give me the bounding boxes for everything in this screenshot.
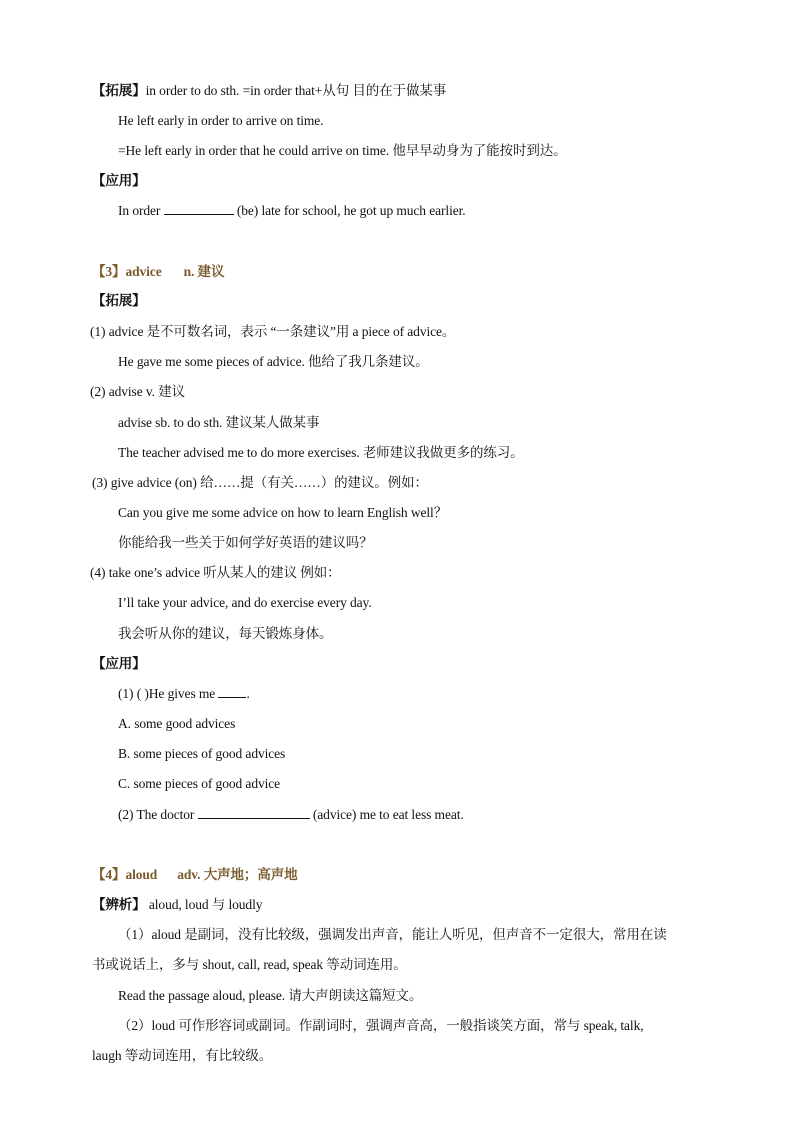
bianxi-heading: 【辨析】 bbox=[92, 897, 146, 912]
point-2: (2) advise v. 建议 bbox=[90, 384, 186, 399]
question-2 bbox=[118, 806, 464, 824]
example-translation: 我会听从你的建议，每天锻炼身体。 bbox=[118, 626, 333, 641]
section-pos: adv. 大声地；高声地 bbox=[177, 867, 298, 882]
paragraph-line: （1）aloud 是副词，没有比较级，强调发出声音，能让人听见，但声音不一定很大，常用在读 bbox=[118, 927, 667, 942]
example-sentence: I’ll take your advice, and do exercise every day. bbox=[118, 595, 372, 610]
question-text: . bbox=[246, 686, 250, 701]
yingyong-heading: 【应用】 bbox=[92, 173, 146, 188]
option-c: C. some pieces of good advice bbox=[118, 776, 281, 791]
point-1: (1) advice 是不可数名词，表示 “一条建议”用 a piece of advice。 bbox=[90, 324, 456, 339]
tuozhan-heading: 【拓展】 bbox=[92, 293, 146, 308]
usage-line: advise sb. to do sth. 建议某人做某事 bbox=[118, 415, 320, 430]
paragraph-line: 书或说话上，多与 shout, call, read, speak 等动词连用。 bbox=[92, 957, 407, 972]
extension-line bbox=[92, 82, 446, 100]
extension-text: in order to do sth. =in order that+从句 目的在于做某事 bbox=[145, 83, 447, 98]
answer-blank[interactable] bbox=[218, 685, 246, 698]
section-3-heading bbox=[92, 263, 224, 281]
answer-blank[interactable] bbox=[164, 202, 234, 215]
bianxi-text: aloud, loud 与 loudly bbox=[145, 897, 263, 912]
exercise-text: (be) late for school, he got up much earlier. bbox=[233, 203, 466, 218]
paragraph-line: （2）loud 可作形容词或副词。作副词时，强调声音高，一般指谈笑方面，常与 speak, talk, bbox=[118, 1018, 644, 1033]
example-sentence: The teacher advised me to do more exercises. 老师建议我做更多的练习。 bbox=[118, 445, 524, 460]
example-translation: 你能给我一些关于如何学好英语的建议吗？ bbox=[118, 535, 373, 550]
example-sentence: Read the passage aloud, please. 请大声朗读这篇短文。 bbox=[118, 988, 423, 1003]
example-sentence: He left early in order to arrive on time. bbox=[118, 113, 324, 128]
bianxi-line bbox=[92, 896, 262, 914]
tuozhan-heading: 【拓展】 bbox=[92, 83, 146, 98]
question-text: (2) The doctor bbox=[118, 807, 198, 822]
section-4-heading bbox=[92, 866, 298, 884]
example-sentence: =He left early in order that he could arrive on time. 他早早动身为了能按时到达。 bbox=[118, 143, 567, 158]
point-4: (4) take one’s advice 听从某人的建议 例如： bbox=[90, 565, 341, 580]
yingyong-heading: 【应用】 bbox=[92, 656, 146, 671]
section-pos: n. 建议 bbox=[183, 264, 225, 279]
example-sentence: Can you give me some advice on how to learn English well？ bbox=[118, 505, 448, 520]
answer-blank[interactable] bbox=[198, 806, 310, 819]
exercise-text: In order bbox=[118, 203, 164, 218]
example-sentence: He gave me some pieces of advice. 他给了我几条建议。 bbox=[118, 354, 429, 369]
option-a: A. some good advices bbox=[118, 716, 236, 731]
exercise-line bbox=[118, 202, 466, 220]
question-1 bbox=[118, 685, 250, 703]
option-b: B. some pieces of good advices bbox=[118, 746, 286, 761]
point-3: (3) give advice (on) 给……提（有关……）的建议。例如： bbox=[92, 475, 428, 490]
paragraph-line: laugh 等动词连用，有比较级。 bbox=[92, 1048, 273, 1063]
question-text: (1) ( )He gives me bbox=[118, 686, 219, 701]
question-text: (advice) me to eat less meat. bbox=[309, 807, 464, 822]
section-label: 【3】advice bbox=[92, 264, 162, 279]
section-label: 【4】aloud bbox=[92, 867, 158, 882]
